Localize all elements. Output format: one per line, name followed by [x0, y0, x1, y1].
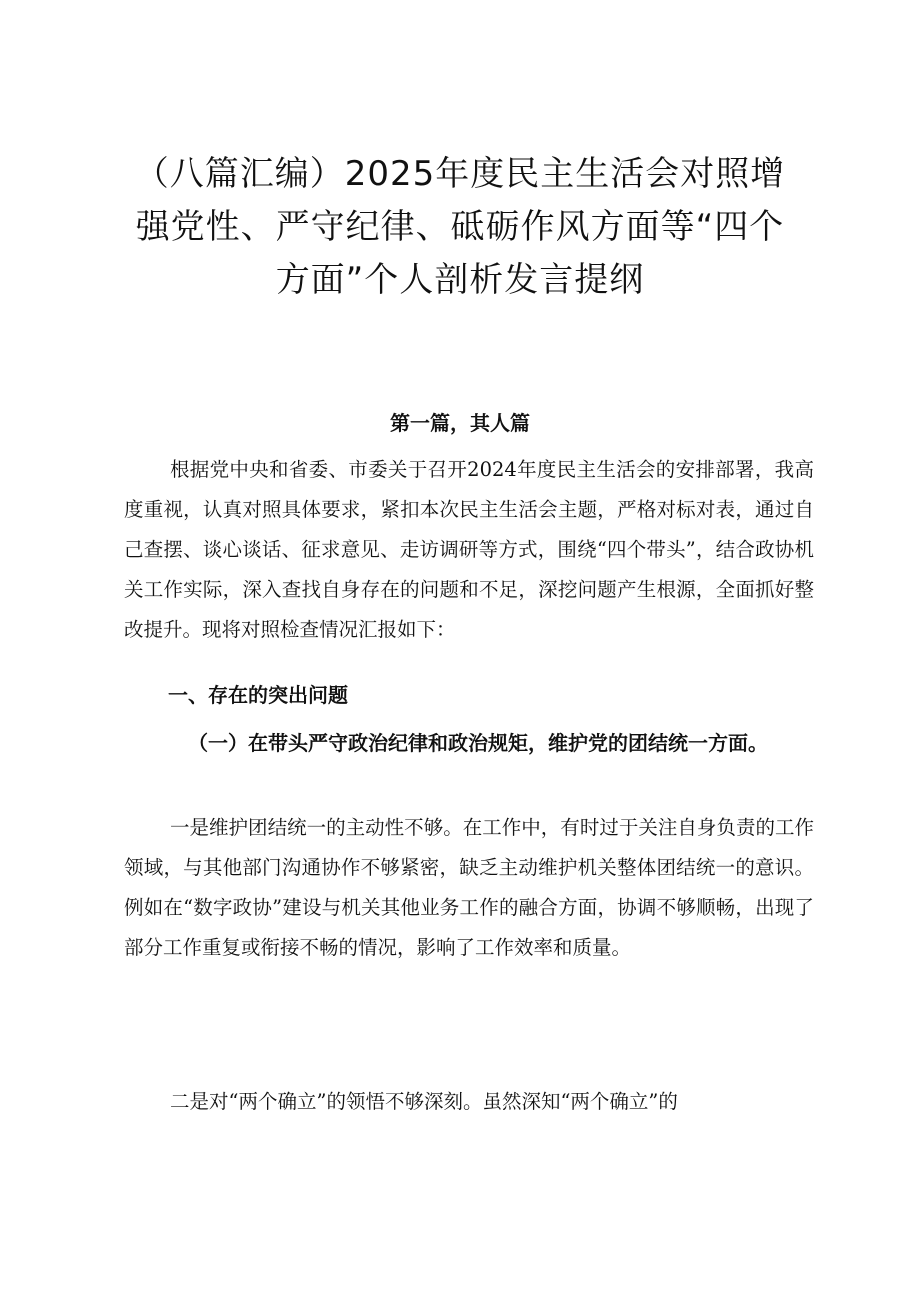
section-title: 第一篇，其人篇 — [390, 411, 530, 435]
point-one-paragraph: 一是维护团结统一的主动性不够。在工作中，有时过于关注自身负责的工作领域，与其他部门沟通协作不够紧密，缺乏主动维护机关整体团结统一的意识。例如在“数字政协”建设与机关其他业务工作的融合方面，协调不够顺畅，出现了部分工作重复或衔接不畅的情况，影响了工作效率和质量。 — [124, 816, 814, 959]
intro-paragraph: 根据党中央和省委、市委关于召开2024年度民主生活会的安排部署，我高度重视，认真对照具体要求，紧扣本次民主生活会主题，严格对标对表，通过自己查摆、谈心谈话、征求意见、走访调研等方式，围绕“四个带头”，结合政协机关工作实际，深入查找自身存在的问题和不足，深挖问题产生根源，全面抓好整改提升。现将对照检查情况汇报如下： — [124, 458, 814, 641]
heading-level-2: （一）在带头严守政治纪律和政治规矩，维护党的团结统一方面。 — [188, 731, 768, 755]
point-two-paragraph: 二是对“两个确立”的领悟不够深刻。虽然深知“两个确立”的 — [170, 1090, 678, 1113]
document-title: （八篇汇编）2025年度民主生活会对照增强党性、严守纪律、砥砺作风方面等“四个方面”个人剖析发言提纲 — [134, 154, 786, 300]
heading-level-1: 一、存在的突出问题 — [168, 683, 348, 707]
